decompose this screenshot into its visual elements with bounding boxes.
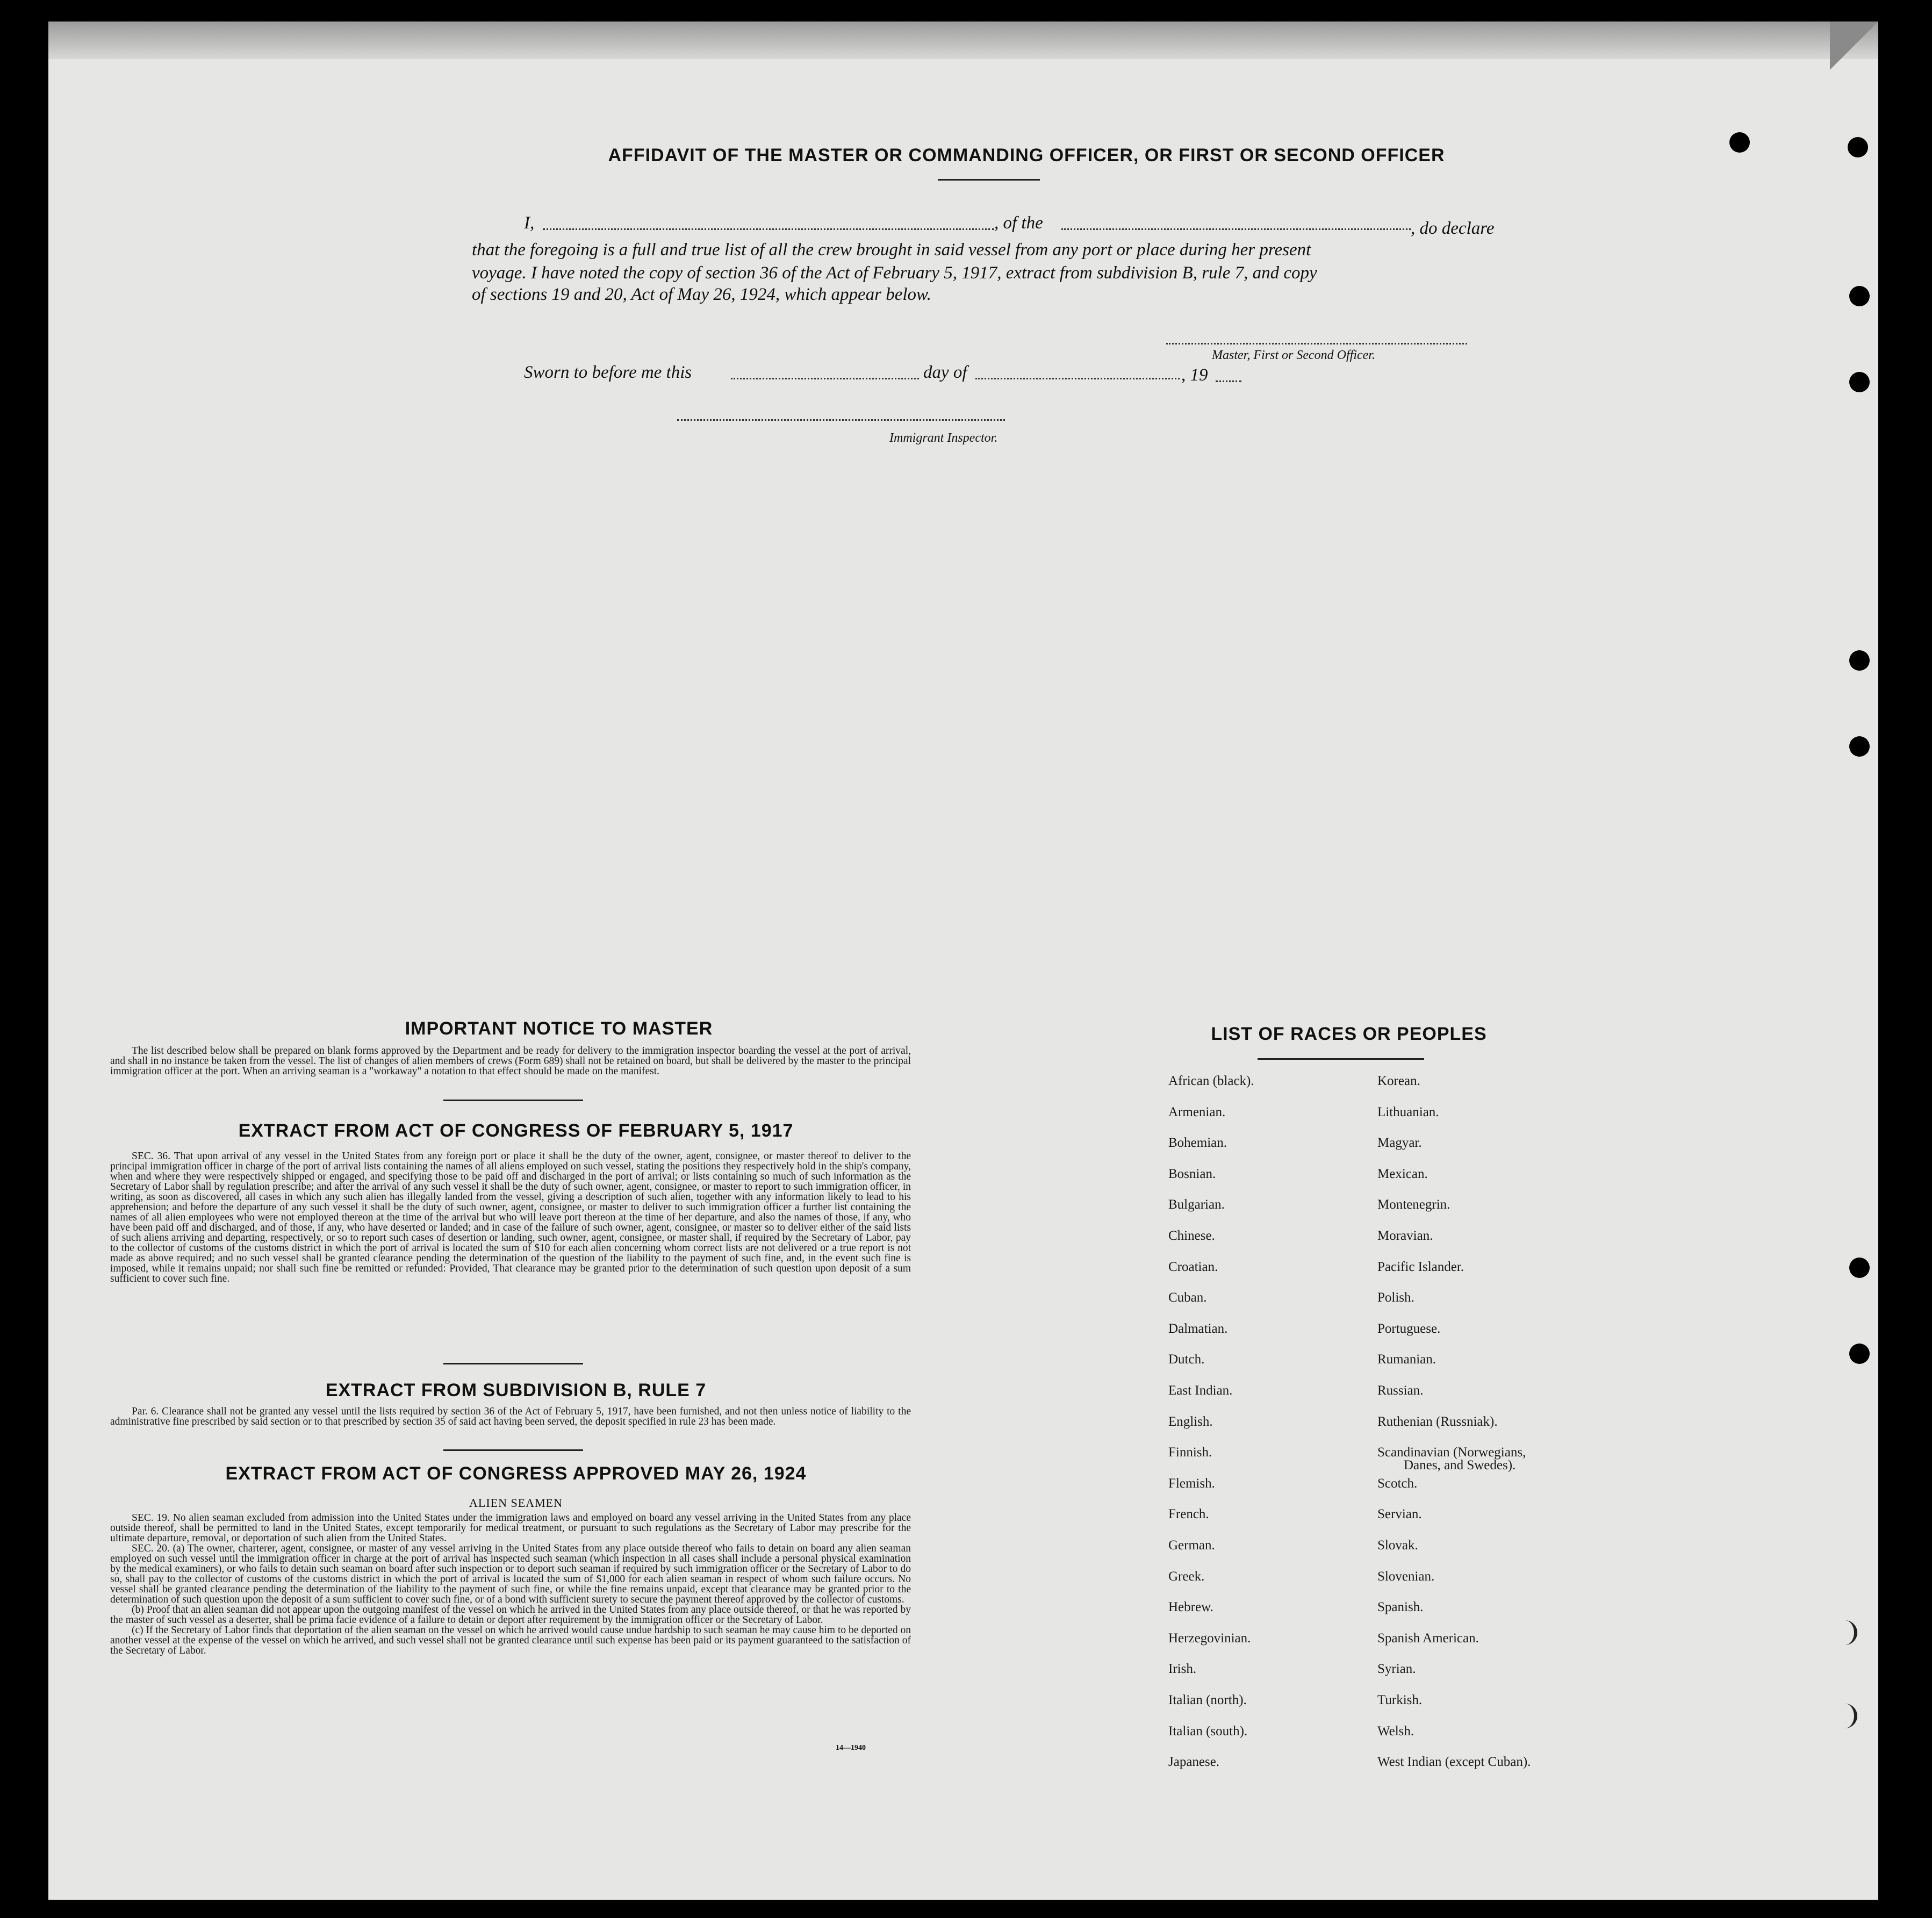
race-item: Finnish. — [1168, 1445, 1212, 1460]
race-item: Turkish. — [1377, 1693, 1423, 1707]
master-signature-field[interactable] — [1166, 343, 1467, 344]
race-item: Russian. — [1377, 1383, 1424, 1398]
notice-rule — [443, 1100, 583, 1101]
vessel-name-field[interactable] — [1061, 228, 1411, 230]
race-item: Spanish. — [1377, 1600, 1424, 1615]
race-item: German. — [1168, 1538, 1215, 1553]
affidavit-i: I, — [524, 213, 535, 233]
race-item: Lithuanian. — [1377, 1104, 1439, 1119]
notice-text: The list described below shall be prepared on blank forms approved by the Department and be ready for delivery to the immigration inspector boarding the vessel at the port of arrival, and shall in no instance be taken from the vessel. The list of changes of alien members of crews (Form 689) shall not be retained on board, but shall be delivered by the master to the principal immigration officer at the port. When an arriving seaman is a "workaway" a notation to that effect should be made on the manifest. — [110, 1045, 911, 1077]
race-item: Korean. — [1377, 1074, 1420, 1088]
extract-1924-text — [110, 1513, 911, 1656]
race-item: Bohemian. — [1168, 1136, 1227, 1151]
race-item: French. — [1168, 1507, 1209, 1522]
sworn-day-of: day of — [923, 363, 967, 382]
race-item: African (black). — [1168, 1074, 1254, 1088]
race-item: Dalmatian. — [1168, 1321, 1228, 1336]
extract-1924-title: EXTRACT FROM ACT OF CONGRESS APPROVED MAY 26, 1924 — [225, 1463, 807, 1484]
race-item: Polish. — [1377, 1290, 1414, 1305]
race-item: Ruthenian (Russniak). — [1377, 1414, 1498, 1429]
master-name-field[interactable] — [543, 228, 994, 230]
inspector-signature-field[interactable] — [677, 419, 1005, 421]
affidavit-of-the: , of the — [994, 213, 1043, 233]
extract-1917-rule — [443, 1363, 583, 1364]
race-item: Croatian. — [1168, 1259, 1218, 1274]
sworn-month-field[interactable] — [975, 378, 1180, 379]
race-item: Servian. — [1377, 1507, 1422, 1522]
affidavit-do-declare: , do declare — [1411, 219, 1495, 238]
race-item: Flemish. — [1168, 1476, 1215, 1491]
race-item: Chinese. — [1168, 1229, 1215, 1243]
race-item: Portuguese. — [1377, 1321, 1441, 1336]
race-item: Mexican. — [1377, 1166, 1428, 1181]
race-item: Hebrew. — [1168, 1600, 1213, 1615]
extract-rule7-title: EXTRACT FROM SUBDIVISION B, RULE 7 — [325, 1380, 707, 1400]
race-item: Italian (south). — [1168, 1723, 1248, 1739]
race-item: Scotch. — [1377, 1476, 1418, 1491]
binder-hole — [1729, 132, 1750, 153]
affidavit-line-4: of sections 19 and 20, Act of May 26, 1924, which appear below. — [472, 285, 931, 304]
affidavit-line-2: that the foregoing is a full and true list of all the crew brought in said vessel from any port or place during her present — [472, 240, 1311, 260]
race-item: Herzegovinian. — [1168, 1630, 1251, 1646]
race-item: Montenegrin. — [1377, 1197, 1450, 1212]
notice-title: IMPORTANT NOTICE TO MASTER — [405, 1018, 713, 1039]
binder-hole — [1849, 1258, 1870, 1278]
race-item: Scandinavian (Norwegians, — [1377, 1445, 1526, 1460]
page-top-edge — [48, 21, 1878, 59]
binder-hole — [1849, 650, 1870, 671]
form-number: 14—1940 — [836, 1744, 866, 1752]
race-item: Spanish American. — [1377, 1630, 1479, 1646]
binder-hole — [1849, 286, 1870, 306]
binder-hole — [1849, 1344, 1870, 1364]
race-item: Syrian. — [1377, 1662, 1416, 1677]
extract-1917-text: SEC. 36. That upon arrival of any vessel in the United States from any foreign port or place it shall be the duty of the owner, agent, consignee, or master thereof to deliver to the principal immigration officer in charge of the port of arrival lists containing the names of all aliens employed on such vessel, stating the positions they respectively hold in the ship's company, when and where they were respectively shipped or engaged, and specifying those to be paid off and discharged in the port of arrival; or lists containing so much of such information as the Secretary of Labor shall by regulation prescribe; and after the arrival of any such vessel it shall be the duty of such owner, agent, consignee, or master to report to such immigration officer, in writing, as soon as discovered, all cases in which any such alien has illegally landed from the vessel, giving a description of such alien, together with any information likely to lead to his apprehension; and before the departure of any such vessel it shall be the duty of such owner, agent, consignee, or master to deliver to such immigration officer a further list containing the names of all alien employees who were not employed thereon at the time of the arrival but who will leave port thereon at the time of her departure, and also the names of those, if any, who have been paid off and discharged, and of those, if any, who have deserted or landed; and in case of the failure of such owner, agent, consignee, or master so to deliver either of the said lists of such aliens arriving and departing, respectively, or so to report such cases of desertion or landing, such owner, agent, consignee, or master shall, if required by the Secretary of Labor, pay to the collector of customs of the customs district in which the port of arrival is located the sum of $10 for each alien concerning whom correct lists are not delivered or a true report is not made as above required; and no such vessel shall be granted clearance pending the determination of the question of the liability to the payment of such fine, and, in the event such fine is imposed, while it remains unpaid; nor shall such fine be remitted or refunded: Provided, That clearance may be granted prior to the determination of such question upon deposit of a sum sufficient to cover such fine. — [110, 1151, 911, 1284]
binder-hole — [1849, 372, 1870, 392]
race-item: Bosnian. — [1168, 1166, 1216, 1181]
extract-rule7-text: Par. 6. Clearance shall not be granted any vessel until the lists required by section 36 of the Act of February 5, 1917, have been furnished, and not then unless notice of liability to the administrative fine prescribed by said section or to that prescribed by section 35 of said act having been served, the deposit specified in rule 23 has been made. — [110, 1406, 911, 1427]
sec-19: SEC. 19. No alien seaman excluded from admission into the United States under the immigration laws and employed on board any vessel arriving in the United States from any place outside thereof, shall be permitted to land in the United States, except temporarily for medical treatment, or pursuant to such regulations as the Secretary of Labor may prescribe for the ultimate departure, removal, or deportation of such alien from the United States. — [110, 1512, 911, 1544]
race-item: Danes, and Swedes). — [1404, 1458, 1516, 1473]
affidavit-title: AFFIDAVIT OF THE MASTER OR COMMANDING OFFICER, OR FIRST OR SECOND OFFICER — [608, 145, 1445, 166]
inspector-caption: Immigrant Inspector. — [889, 431, 998, 445]
sworn-prefix: Sworn to before me this — [524, 363, 692, 382]
race-item: Welsh. — [1377, 1723, 1414, 1739]
affidavit-title-rule — [938, 179, 1040, 181]
race-item: Dutch. — [1168, 1352, 1205, 1367]
sworn-year-field[interactable] — [1216, 380, 1241, 382]
affidavit-line-3: voyage. I have noted the copy of section 36 of the Act of February 5, 1917, extract from subdivision B, rule 7, and copy — [472, 263, 1317, 283]
sworn-year: , 19 — [1181, 365, 1208, 385]
binder-hole — [1848, 137, 1868, 157]
extract-1924-subtitle: ALIEN SEAMEN — [469, 1496, 563, 1510]
sec-20-c: (c) If the Secretary of Labor finds that deportation of the alien seaman on the vessel on which he arrived would cause undue hardship to such seaman he may cause him to be deported on another vessel at the expense of the vessel on which he arrived, and such vessel shall not be granted clearance until such expense has been paid or its payment guaranteed to the satisfaction of the Secretary of Labor. — [110, 1625, 911, 1656]
race-item: Bulgarian. — [1168, 1197, 1225, 1212]
races-title-rule — [1258, 1058, 1424, 1060]
sec-20-b: (b) Proof that an alien seaman did not appear upon the outgoing manifest of the vessel on which he arrived in the United States from any place outside thereof, or that he was reported by the master of such vessel as a deserter, shall be prima facie evidence of a failure to detain or deport after requirement by the immigration officer or the Secretary of Labor. — [110, 1604, 911, 1626]
race-item: English. — [1168, 1414, 1213, 1429]
race-item: Armenian. — [1168, 1104, 1226, 1119]
race-item: Moravian. — [1377, 1229, 1433, 1243]
extract-rule7-rule — [443, 1449, 583, 1451]
race-item: West Indian (except Cuban). — [1377, 1755, 1531, 1770]
race-item: Magyar. — [1377, 1136, 1422, 1151]
race-item: Rumanian. — [1377, 1352, 1437, 1367]
race-item: East Indian. — [1168, 1383, 1233, 1398]
master-signature-caption: Master, First or Second Officer. — [1212, 348, 1375, 362]
race-item: Slovak. — [1377, 1538, 1418, 1553]
races-title: LIST OF RACES OR PEOPLES — [1211, 1024, 1487, 1044]
binder-hole — [1849, 736, 1870, 757]
race-item: Slovenian. — [1377, 1569, 1435, 1584]
sworn-day-field[interactable] — [731, 378, 919, 379]
extract-1917-title: EXTRACT FROM ACT OF CONGRESS OF FEBRUARY 5, 1917 — [238, 1120, 794, 1141]
race-item: Irish. — [1168, 1662, 1197, 1677]
race-item: Italian (north). — [1168, 1693, 1247, 1707]
race-item: Japanese. — [1168, 1755, 1220, 1770]
race-item: Greek. — [1168, 1569, 1205, 1584]
race-item: Cuban. — [1168, 1290, 1207, 1305]
folded-corner — [1830, 21, 1878, 70]
sec-20-a: SEC. 20. (a) The owner, charterer, agent, consignee, or master of any vessel arriving in the United States from any place outside thereof who fails to detain on board any alien seaman employed on such vessel until the immigration officer in charge at the port of arrival has inspected such seaman (which inspection in all cases shall include a personal physical examination by the medical examiners), or who fails to detain such seaman on board after such inspection or to deport such seaman if required by such immigration officer or the Secretary of Labor to do so, shall pay to the collector of customs of the customs district in which the port of arrival is located the sum of $1,000 for each alien seaman in respect of whom such failure occurs. No vessel shall be granted clearance pending the determination of the liability to the payment of such fine, or while the fine remains unpaid, except that clearance may be granted prior to the determination of such question upon the deposit of a sum sufficient to cover such fine, or of a bond with sufficient surety to secure the payment thereof approved by the collector of customs. — [110, 1543, 911, 1605]
race-item: Pacific Islander. — [1377, 1259, 1464, 1274]
